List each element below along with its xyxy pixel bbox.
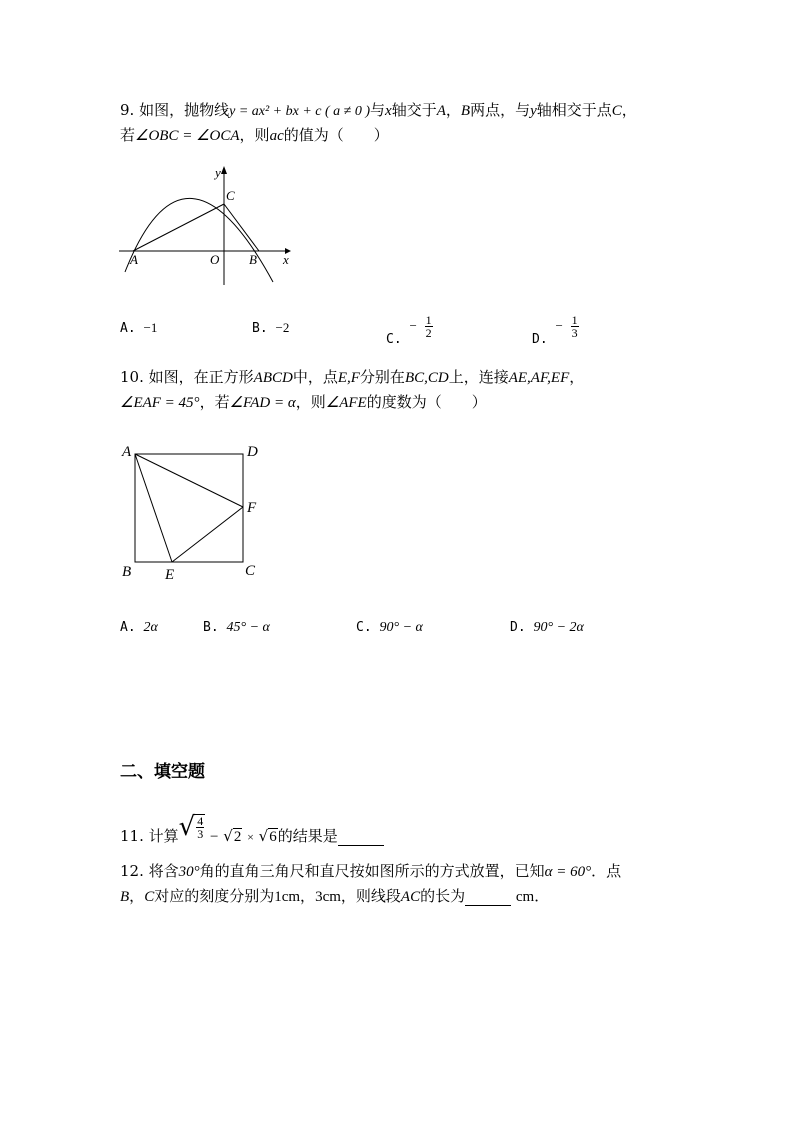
option-value: 2α xyxy=(143,620,158,635)
q9-point-c: C xyxy=(611,103,622,119)
q9-text: 轴交于 xyxy=(391,101,437,119)
q10-option-a[interactable] xyxy=(120,620,158,636)
option-label: D. xyxy=(532,332,548,347)
answer-blank[interactable] xyxy=(465,887,511,906)
q10-text: 分别在 xyxy=(359,368,405,386)
q9-text: ，则 xyxy=(239,126,270,144)
q10-text: ，则 xyxy=(295,393,326,411)
fraction-numerator: 4 xyxy=(197,814,204,828)
radical-sign-icon: √ xyxy=(258,827,269,845)
option-value: 90° − α xyxy=(379,620,423,635)
fraction-denominator: 2 xyxy=(425,326,432,340)
q9-point-a: A xyxy=(436,103,446,119)
segment-ac xyxy=(133,204,224,251)
option-fraction xyxy=(571,314,579,339)
q12-angle-30: 30° xyxy=(178,864,200,880)
q9-text: 两点，与 xyxy=(470,101,531,119)
q9-text: ， xyxy=(621,101,637,119)
square-abcd xyxy=(135,454,243,562)
fig-label-c: C xyxy=(226,188,235,203)
q9-text: 的值为（ ） xyxy=(283,126,389,144)
q10-square-figure xyxy=(115,438,275,586)
radicand-fraction xyxy=(195,814,205,840)
fig-label-o: O xyxy=(210,252,220,267)
section-title: 二、填空题 xyxy=(120,762,205,782)
q9-line1 xyxy=(120,99,637,120)
q12-text: ．点 xyxy=(591,862,622,880)
fig-label-b: B xyxy=(122,564,132,580)
q10-line2 xyxy=(120,391,487,412)
q9-point-b: B xyxy=(460,103,471,119)
q9-var-y: y xyxy=(530,103,537,119)
q10-text: 中，点 xyxy=(292,368,338,386)
fig-label-y: y xyxy=(215,165,221,180)
option-label: B. xyxy=(203,620,219,635)
option-value: 45° − α xyxy=(226,620,270,635)
option-sign: − xyxy=(409,318,417,333)
segment-bc xyxy=(224,204,259,251)
q12-number: 12. xyxy=(120,862,144,880)
q12-text: 的长为 xyxy=(420,887,466,905)
fig-label-x: x xyxy=(283,252,289,267)
q10-angle: ∠AFE xyxy=(325,395,367,411)
q9-option-a[interactable] xyxy=(120,320,157,336)
fraction-numerator: 1 xyxy=(571,313,578,327)
fig-label-a: A xyxy=(130,252,138,267)
q9-parabola-figure xyxy=(115,160,295,290)
fraction-numerator: 1 xyxy=(425,313,432,327)
q10-square: ABCD xyxy=(253,370,293,386)
q9-equation: y = ax² + bx + c ( a ≠ 0 ) xyxy=(229,104,371,119)
option-label: C. xyxy=(386,332,402,347)
q12-text: 将含 xyxy=(148,862,179,880)
radicand-2: 2 xyxy=(233,829,242,845)
q12-alpha: α = 60° xyxy=(544,864,592,880)
q9-text: ， xyxy=(445,101,461,119)
radical-sign-icon: √ xyxy=(178,812,196,842)
q9-text: 若 xyxy=(120,126,136,144)
times-sign: × xyxy=(247,830,254,844)
q12-text: 角的直角三角尺和直尺按如图所示的方式放置，已知 xyxy=(199,862,545,880)
q9-option-b[interactable] xyxy=(252,320,289,336)
answer-blank[interactable] xyxy=(338,827,384,846)
option-label: D. xyxy=(510,620,526,635)
q12-line2 xyxy=(120,885,549,906)
fig-label-f: F xyxy=(247,500,257,516)
q10-segments: AE,AF,EF xyxy=(508,370,570,386)
q9-line2 xyxy=(120,124,389,145)
q12-point-c: C xyxy=(144,889,155,905)
fraction-denominator: 3 xyxy=(197,827,204,841)
q9-text: 与 xyxy=(370,101,386,119)
q12-text: 对应的刻度分别为 xyxy=(154,887,275,905)
y-axis-arrow-icon xyxy=(221,166,227,174)
option-label: B. xyxy=(252,321,268,336)
radical-sign-icon: √ xyxy=(223,827,233,845)
q9-condition: ∠OBC = ∠OCA xyxy=(135,128,240,144)
q11-number: 11. xyxy=(120,827,144,845)
q10-option-d[interactable] xyxy=(510,620,584,636)
fig-label-b: B xyxy=(249,252,257,267)
q12-text: ，则线段 xyxy=(340,887,401,905)
q10-sides: BC,CD xyxy=(404,370,449,386)
q12-value-1: 1cm xyxy=(274,889,301,905)
option-fraction xyxy=(425,314,433,339)
q10-points-ef: E,F xyxy=(337,370,360,386)
q12-unit: cm xyxy=(515,889,535,905)
option-value: −1 xyxy=(143,320,158,335)
q12-segment-ac: AC xyxy=(400,889,421,905)
fig-label-e: E xyxy=(165,567,175,583)
q9-option-d[interactable] xyxy=(532,313,579,347)
q10-text: ，若 xyxy=(199,393,230,411)
q10-text: 如图，在正方形 xyxy=(148,368,254,386)
q9-option-c[interactable] xyxy=(386,313,433,347)
option-label: C. xyxy=(356,620,372,635)
minus-sign: − xyxy=(210,829,219,845)
q11-text: 的结果是 xyxy=(277,827,338,845)
fig-label-c: C xyxy=(245,563,256,579)
q9-var-ac: ac xyxy=(269,128,284,144)
option-label: A. xyxy=(120,620,136,635)
option-sign: − xyxy=(555,318,563,333)
q10-line1 xyxy=(120,366,584,387)
q12-text: ， xyxy=(129,887,145,905)
option-label: A. xyxy=(120,321,136,336)
q12-text: ． xyxy=(534,887,550,905)
radicand-6: 6 xyxy=(269,829,277,845)
q10-text: ， xyxy=(569,368,585,386)
q10-text: 上，连接 xyxy=(448,368,509,386)
fig-label-a: A xyxy=(122,444,132,460)
fig-label-d: D xyxy=(247,444,258,460)
segment-ef xyxy=(172,507,243,562)
q9-number: 9. xyxy=(120,101,135,119)
q10-option-c[interactable] xyxy=(356,620,423,636)
q9-var-x: x xyxy=(385,103,392,119)
q12-point-b: B xyxy=(120,889,130,905)
q12-text: ， xyxy=(300,887,316,905)
fraction-denominator: 3 xyxy=(571,326,578,340)
option-value: −2 xyxy=(275,320,290,335)
option-value: 90° − 2α xyxy=(533,620,584,635)
q10-option-b[interactable] xyxy=(203,620,270,636)
q10-condition-1: ∠EAF = 45° xyxy=(120,395,200,411)
q12-line1 xyxy=(120,860,621,881)
q11-text: 计算 xyxy=(148,827,179,845)
q10-condition-2: ∠FAD = α xyxy=(229,395,296,411)
q10-number: 10. xyxy=(120,368,144,386)
q9-text: 轴相交于点 xyxy=(536,101,612,119)
q12-value-2: 3cm xyxy=(315,889,341,905)
q11-line xyxy=(120,808,384,845)
segment-ae xyxy=(135,454,172,562)
q9-text: 如图，抛物线 xyxy=(139,101,230,119)
segment-af xyxy=(135,454,243,507)
q10-text: 的度数为（ ） xyxy=(366,393,487,411)
